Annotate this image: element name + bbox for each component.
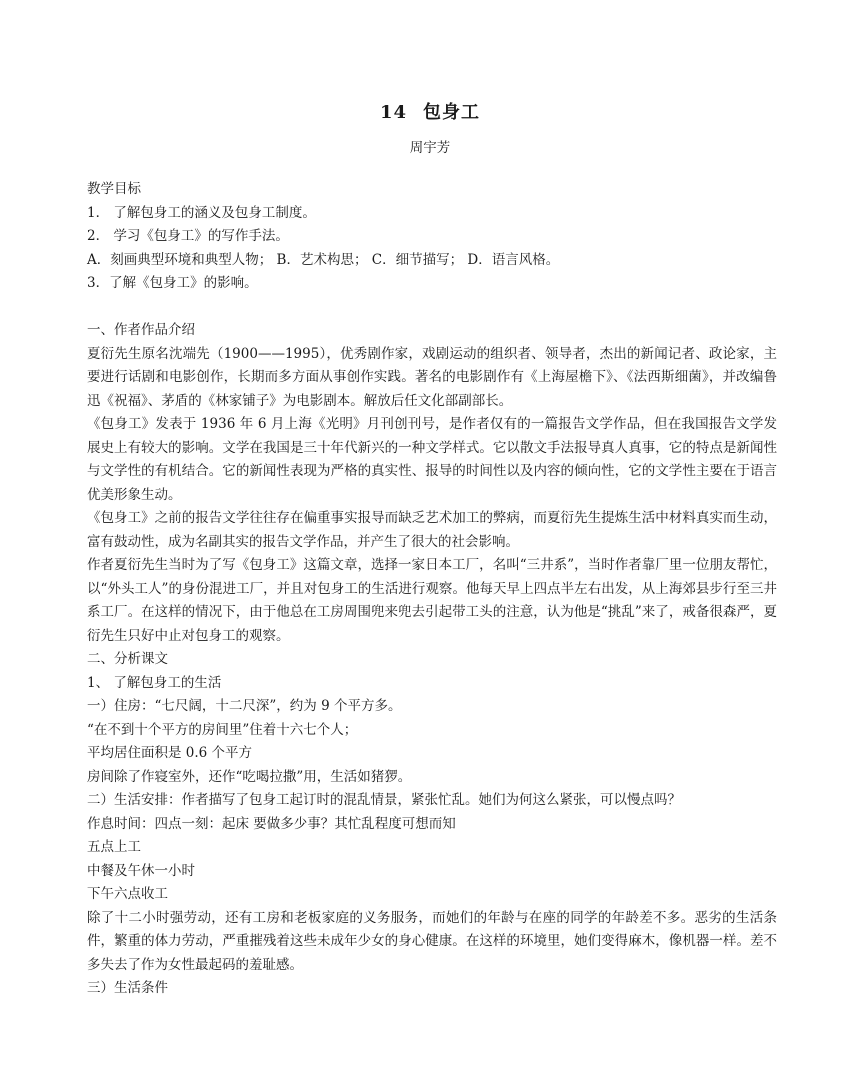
lesson-title: 包身工 [423,102,481,123]
paragraph: 《包身工》发表于 1936 年 6 月上海《光明》月刊创刊号，是作者仅有的一篇报告文学作品，但在我国报告文学发展史上有较大的影响。文学在我国是三十年代新兴的一种文学样式。它以散文手法报导真人真事，它的特点是新闻性与文学性的有机结合。它的新闻性表现为严格的真实性、报导的时间性以及内容的倾向性，它的文学性主要在于语言优美形象生动。 [87,416,777,503]
blank-line [87,296,777,320]
author-name: 周宇芳 [409,140,451,156]
text-line: 中餐及午休一小时 [87,862,195,879]
goal-item: 1． 了解包身工的涵义及包身工制度。 [87,204,316,221]
text-line: 房间除了作寝室外，还作“吃喝拉撒”用，生活如猪猡。 [87,768,412,785]
text-line: 二）生活安排：作者描写了包身工起订时的混乱情景，紧张忙乱。她们为何这么紧张，可以慢点吗？ [87,792,681,808]
paragraph: 除了十二小时强劳动，还有工房和老板家庭的义务服务，而她们的年龄与在座的同学的年龄差不多。恶劣的生活条件，繁重的体力劳动，严重摧残着这些未成年少女的身心健康。在这样的环境里，她们变得麻木，像机器一样。差不多失去了作为女性最起码的羞耻感。 [87,909,777,973]
text-line: 1、 了解包身工的生活 [87,674,222,691]
page-title [0,98,860,124]
paragraph: 夏衍先生原名沈端先（1900——1995），优秀剧作家，戏剧运动的组织者、领导者，杰出的新闻记者、政论家，主要进行话剧和电影创作，长期而多方面从事创作实践。著名的电影剧作有《上海屋檐下》、《法西斯细菌》，并改编鲁迅《祝福》、茅盾的《林家铺子》为电影剧本。解放后任文化部副部长。 [87,345,777,409]
section-heading: 二、分析课文 [87,651,168,667]
text-line: 一）住房：“七尺阔，十二尺深”，约为 9 个平方多。 [87,698,402,714]
paragraph: 《包身工》之前的报告文学往往存在偏重事实报导而缺乏艺术加工的弊病，而夏衍先生提炼生活中材料真实而生动，富有鼓动性，成为名副其实的报告文学作品，并产生了很大的社会影响。 [87,510,777,550]
text-line: 平均居住面积是 0.6 个平方 [87,745,253,761]
text-line: 五点上工 [87,839,141,855]
section-heading: 一、作者作品介绍 [87,322,195,338]
paragraph: 作者夏衍先生当时为了写《包身工》这篇文章，选择一家日本工厂，名叫“三井系”，当时作者靠厂里一位朋友帮忙，以“外头工人”的身份混进工厂，并且对包身工的生活进行观察。他每天早上四点半左右出发，从上海郊县步行至三井系工厂。在这样的情况下，由于他总在工房周围兜来兜去引起带工头的注意，认为他是“挑乱”来了，戒备很森严，夏衍先生只好中止对包身工的观察。 [87,557,777,644]
text-line: 作息时间：四点一刻：起床 要做多少事？其忙乱程度可想而知 [87,815,456,832]
lesson-number: 14 [379,102,408,123]
goals-heading: 教学目标 [87,181,141,197]
goal-item: 2． 学习《包身工》的写作手法。 [87,228,289,244]
goal-item: A．刻画典型环境和典型人物； B．艺术构思； C．细节描写； D．语言风格。 [87,251,560,268]
text-line: 三）生活条件 [87,980,168,996]
text-line: “在不到十个平方的房间里”住着十六七个人； [87,721,358,738]
goal-item: 3．了解《包身工》的影响。 [87,275,258,291]
document-body [87,178,777,1001]
text-line: 下午六点收工 [87,886,168,902]
